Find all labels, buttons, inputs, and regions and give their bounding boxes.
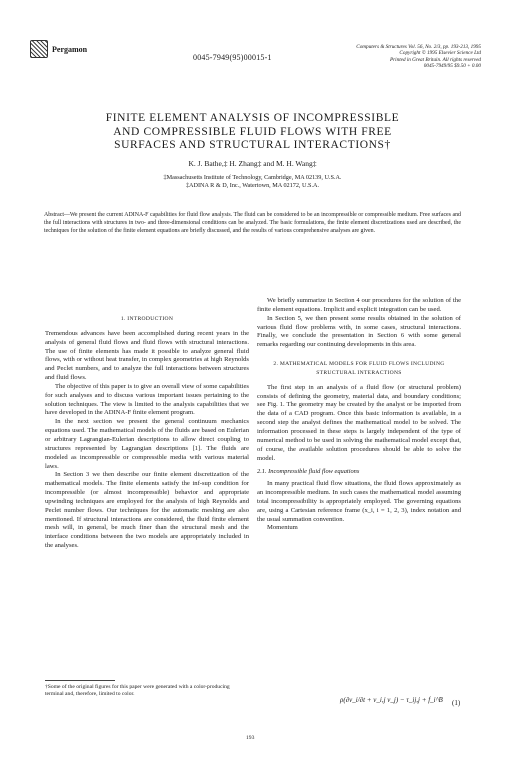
- pergamon-logo-icon: [30, 40, 48, 58]
- abstract: Abstract—We present the current ADINA-F capabilities for fluid flow analysis. The fluid can be considered to be an incompressible or compressible medium. Free surfaces and the full interactions with structures in two- and three-dimensional conditions can be analyzed. The basic formulations, the finite element discretizations used are described, the techniques for the solution of the finite element equations are briefly discussed, and the results of various comprehensive analyses are given.: [44, 212, 461, 234]
- section-heading: 2. MATHEMATICAL MODELS FOR FLUID FLOWS INCLUDING STRUCTURAL INTERACTIONS: [273, 361, 445, 376]
- affiliations: [40, 174, 465, 190]
- footnote: †Some of the original figures for this paper were generated with a color-producing terminal and, therefore, limited to color.: [45, 684, 230, 697]
- paragraph: In Section 5, we then present some results obtained in the solution of various fluid flow problems with, in some cases, structural interactions. Finally, we conclude the presentation in Section 6 with some general remarks regarding our continuing developments in this area.: [257, 314, 461, 349]
- affiliation: ‡Massachusetts Institute of Technology, Cambridge, MA 02139, U.S.A.: [163, 174, 342, 181]
- section-heading: 1. INTRODUCTION: [120, 316, 174, 322]
- subsection-heading: 2.1. Incompressible fluid flow equations: [257, 468, 360, 476]
- journal-line: Copyright © 1995 Elsevier Science Ltd: [399, 50, 481, 57]
- paragraph: The first step in an analysis of a fluid flow (or structural problem) consists of defining the geometry, material data, and boundary conditions; see Fig. 1. The geometry may be created by the analyst or be imported from the data of a CAD program. Once this basic information is available, in a second step the analyst defines the mathematical model to be solved. The information processed in these steps is largely independent of the type of numerical method to be used in solving the mathematical model except that, of course, the available solution procedures should be able to solve the model.: [257, 383, 461, 462]
- authors: K. J. Bathe,‡ H. Zhang‡ and M. H. Wang‡: [188, 159, 317, 168]
- publisher-logo: [30, 40, 87, 58]
- journal-line: Computers & Structures Vol. 56, No. 2/3, pp. 193-213, 1995: [356, 44, 481, 50]
- paragraph: In the next section we present the general continuum mechanics equations used. The mathematical models of the fluids are based on Eulerian or arbitrary Lagrangian-Eulerian descriptions to allow direct coupling to structures represented by Lagrangian descriptions [1]. The fluids are modeled as incompressible or compressible media with various material laws.: [45, 418, 249, 470]
- journal-line: 0045-7949/95 $9.50 + 0.00: [423, 62, 481, 69]
- journal-line: Printed in Great Britain. All rights reserved: [389, 56, 481, 63]
- affiliation: ‡ADINA R & D, Inc., Watertown, MA 02172, U.S.A.: [185, 182, 320, 189]
- paragraph: In Section 3 we then describe our finite element discretization of the mathematical models. The finite elements satisfy the inf-sup condition for incompressible (or almost incompressible) behavior and appropriate upwinding techniques are employed for the analysis of high Reynolds and Peclet number flows. Our techniques for the automatic meshing are also mentioned. If structural interactions are considered, the fluid finite element mesh will, in general, be much finer than the structural mesh and the interface conditions between the two models are appropriately included in the analyses.: [45, 471, 249, 550]
- paragraph: In many practical fluid flow situations, the fluid flows approximately as an incompressible medium. In such cases the mathematical model assuming total incompressibility is appropriately employed. The governing equations are, using a Cartesian reference frame (x_i, i = 1, 2, 3), index notation and the usual summation convention.: [257, 480, 461, 523]
- title-line: AND COMPRESSIBLE FLUID FLOWS WITH FREE: [113, 125, 392, 138]
- publisher-name: Pergamon: [52, 44, 88, 54]
- equation-number: (1): [452, 699, 461, 707]
- paragraph: The objective of this paper is to give an overall view of some capabilities for such analyses and to discuss various important issues pertaining to the solution techniques. The view is limited to the analysis capabilities that we have developed in the ADINA-F finite element program.: [45, 382, 249, 417]
- paragraph: Momentum: [267, 524, 298, 532]
- title-line: FINITE ELEMENT ANALYSIS OF INCOMPRESSIBLE: [105, 112, 400, 124]
- right-column: [257, 297, 461, 533]
- footnote-rule: [45, 680, 115, 681]
- title-line: SURFACES AND STRUCTURAL INTERACTIONS†: [114, 139, 391, 151]
- paper-title: [40, 112, 465, 153]
- journal-info: [306, 44, 481, 69]
- article-code: 0045-7949(95)00015-1: [193, 53, 272, 62]
- equation: ρ(∂v_i/∂t + v_i,j v_j) − τ_ij,j + f_i^B: [340, 696, 443, 704]
- paragraph: Tremendous advances have been accomplished during recent years in the analysis of general fluid flows and fluid flows with structural interactions. The use of finite elements has made it possible to analyze general fluid flows, with or without heat transfer, in complex geometries at high Reynolds and Peclet numbers, and to analyze the full interactions between structures and fluid flows.: [45, 329, 249, 382]
- paragraph: We briefly summarize in Section 4 our procedures for the solution of the finite element equations. Implicit and explicit integration can be used.: [257, 297, 461, 313]
- page-number: 193: [246, 735, 255, 741]
- left-column: [45, 315, 249, 551]
